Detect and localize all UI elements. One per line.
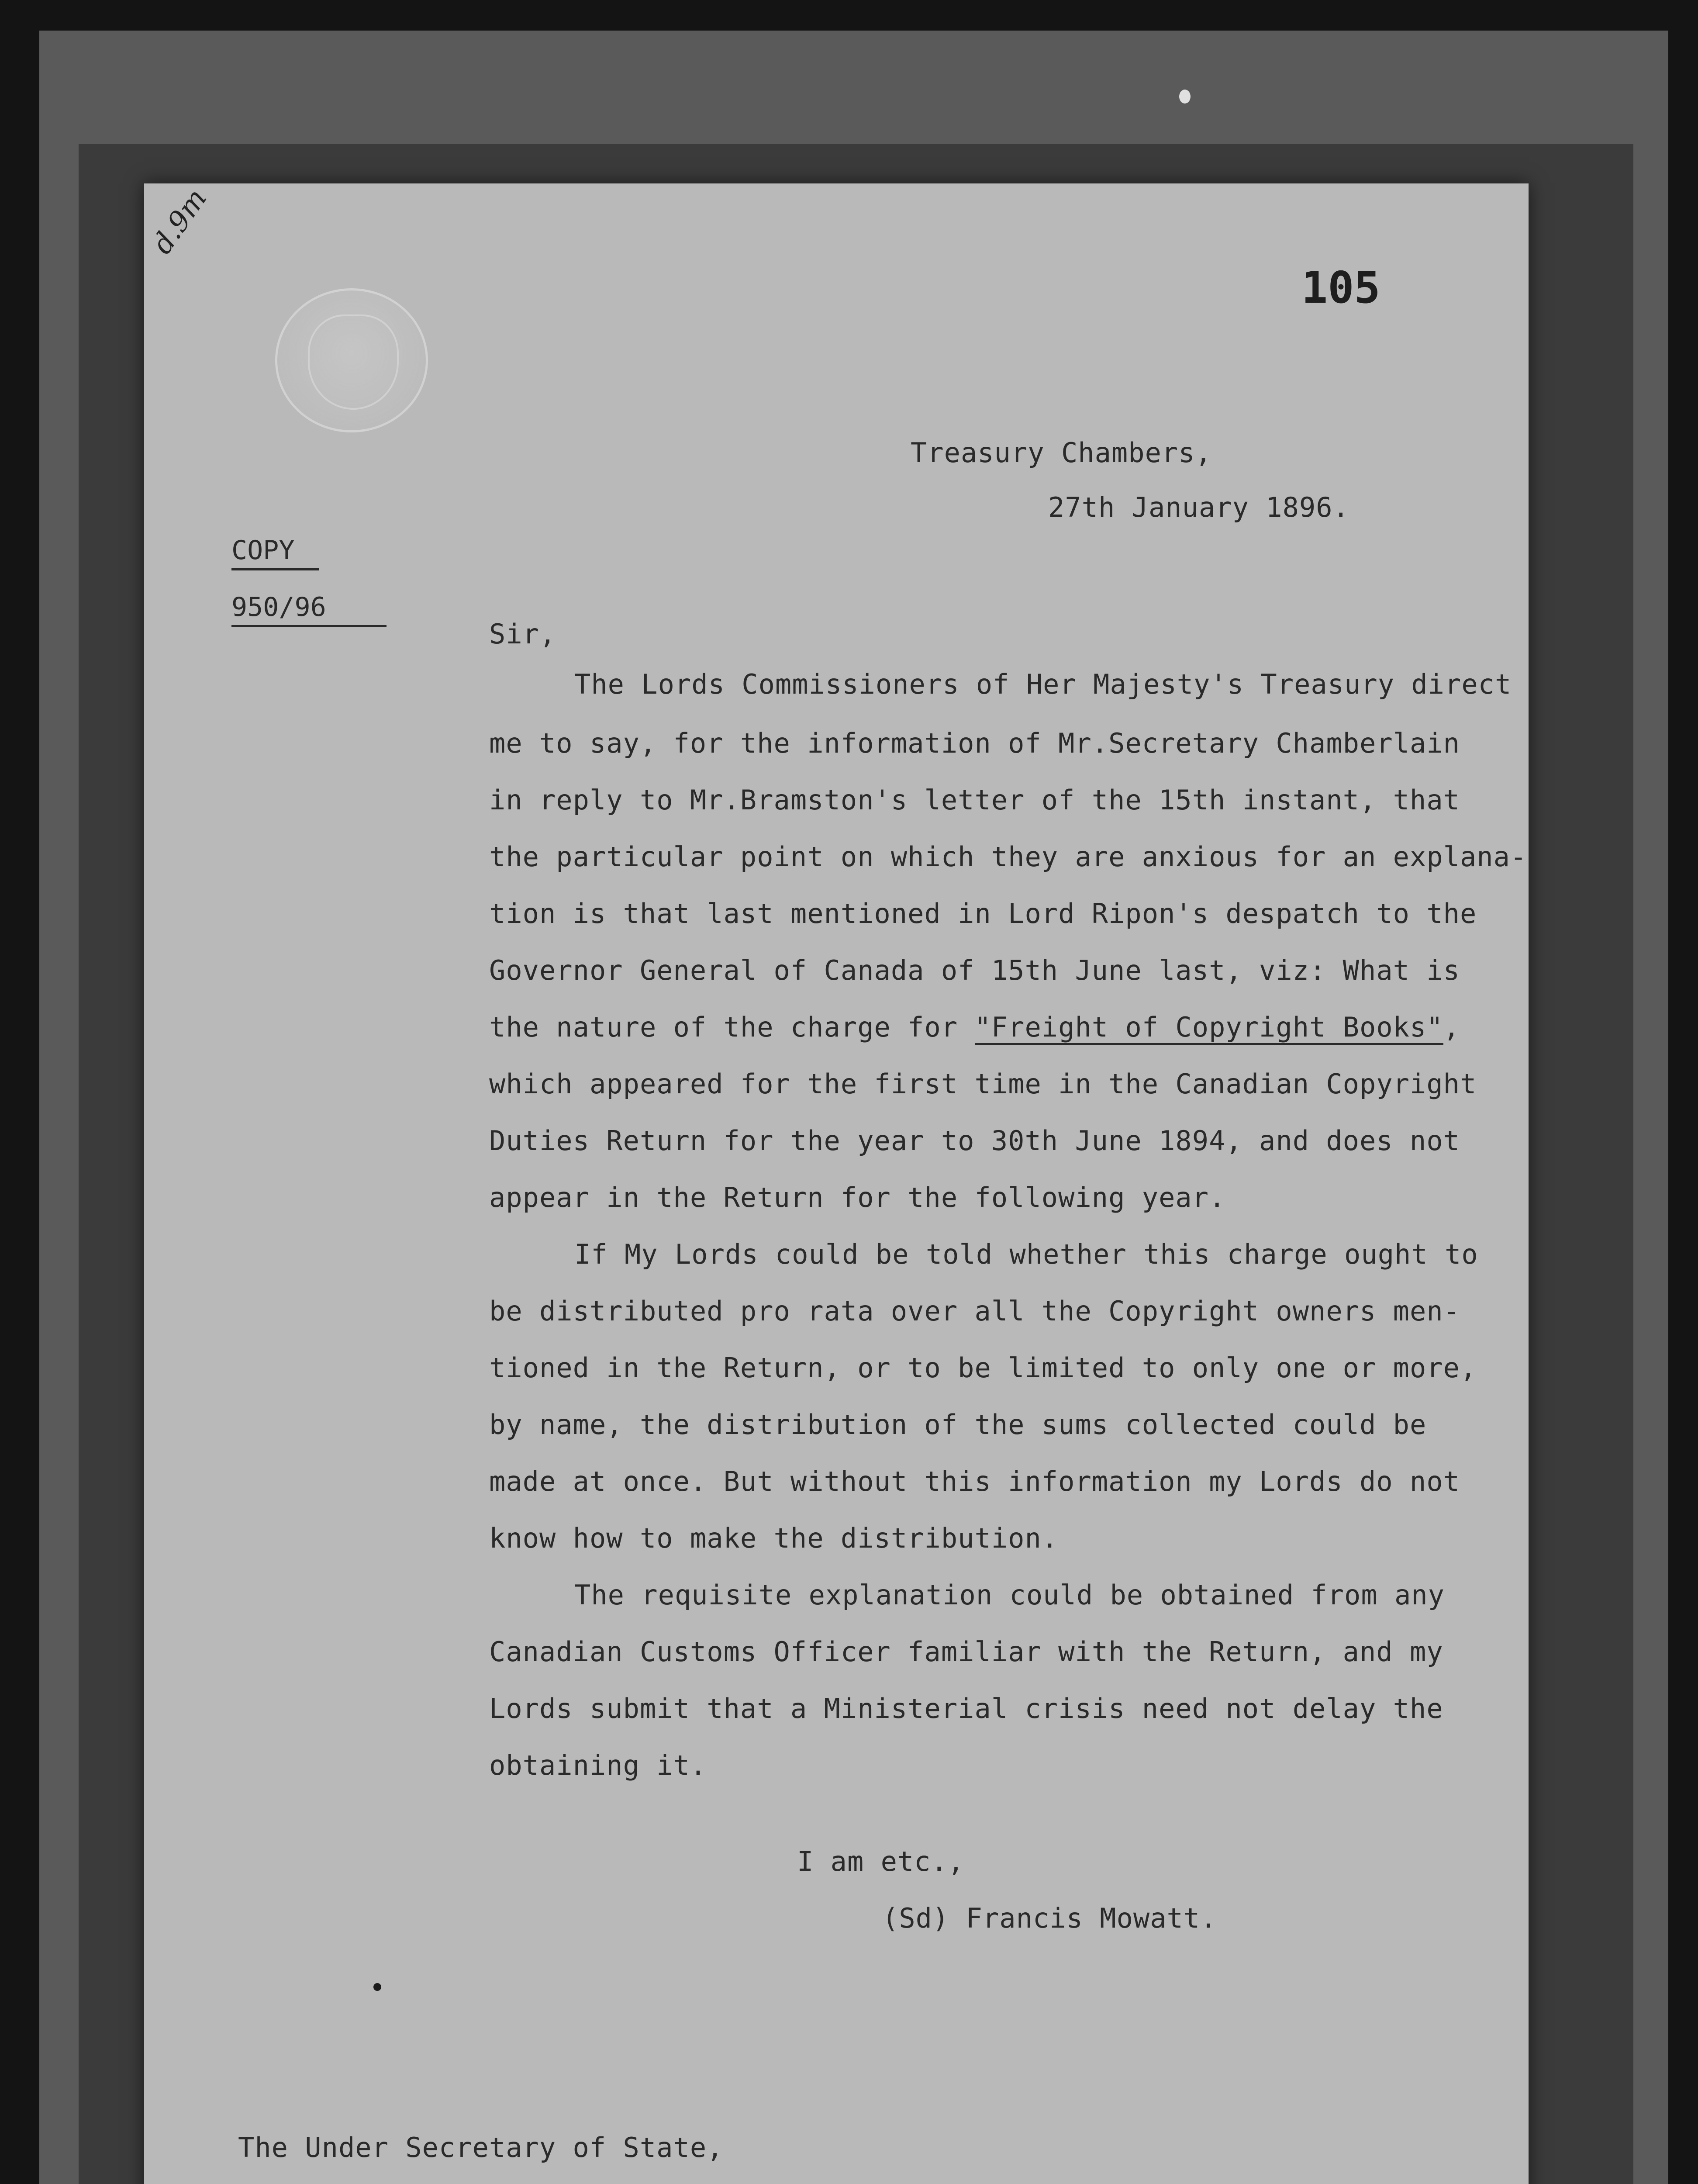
body-line: The Lords Commissioners of Her Majesty's Treasury direct <box>574 668 1512 700</box>
body-line: the particular point on which they are anxious for an explana- <box>489 841 1527 873</box>
charge-line-prefix: the nature of the charge for <box>489 1011 975 1043</box>
body-line: obtaining it. <box>489 1749 707 1781</box>
body-line: tion is that last mentioned in Lord Ripon's despatch to the <box>489 898 1477 930</box>
body-line: in reply to Mr.Bramston's letter of the 15th instant, that <box>489 784 1460 816</box>
body-line: Governor General of Canada of 15th June last, viz: What is <box>489 954 1460 986</box>
body-line: know how to make the distribution. <box>489 1522 1059 1554</box>
ink-speck <box>373 1983 381 1991</box>
header-date: 27th January 1896. <box>1048 491 1349 523</box>
addressee-line-1: The Under Secretary of State, <box>238 2132 724 2163</box>
charge-line <box>489 1011 1460 1043</box>
embossed-seal-icon <box>275 288 428 432</box>
salutation: Sir, <box>489 618 556 650</box>
body-line: which appeared for the first time in the Canadian Copyright <box>489 1068 1477 1100</box>
charge-line-suffix: , <box>1443 1011 1460 1043</box>
body-line: me to say, for the information of Mr.Secretary Chamberlain <box>489 727 1460 759</box>
body-line: Lords submit that a Ministerial crisis need not delay the <box>489 1693 1443 1724</box>
body-line: be distributed pro rata over all the Copyright owners men- <box>489 1295 1460 1327</box>
body-line: If My Lords could be told whether this charge ought to <box>574 1238 1478 1270</box>
freight-of-copyright-books: "Freight of Copyright Books" <box>975 1011 1443 1045</box>
handwritten-mark: d.9m <box>146 183 214 260</box>
valediction: I am etc., <box>797 1845 965 1877</box>
file-reference: 950/96 <box>231 592 387 627</box>
body-line: made at once. But without this information my Lords do not <box>489 1465 1460 1497</box>
signature: (Sd) Francis Mowatt. <box>882 1902 1217 1934</box>
body-line: tioned in the Return, or to be limited to only one or more, <box>489 1352 1477 1384</box>
header-place: Treasury Chambers, <box>911 437 1212 469</box>
copy-mark: COPY <box>231 535 319 570</box>
body-line: The requisite explanation could be obtained from any <box>574 1579 1445 1611</box>
page-number: 105 <box>1301 262 1380 313</box>
body-line: Duties Return for the year to 30th June 1894, and does not <box>489 1125 1460 1157</box>
body-line: by name, the distribution of the sums collected could be <box>489 1409 1427 1441</box>
film-speck <box>1179 90 1191 104</box>
body-line: Canadian Customs Officer familiar with the Return, and my <box>489 1636 1443 1668</box>
body-line: appear in the Return for the following year. <box>489 1182 1226 1213</box>
